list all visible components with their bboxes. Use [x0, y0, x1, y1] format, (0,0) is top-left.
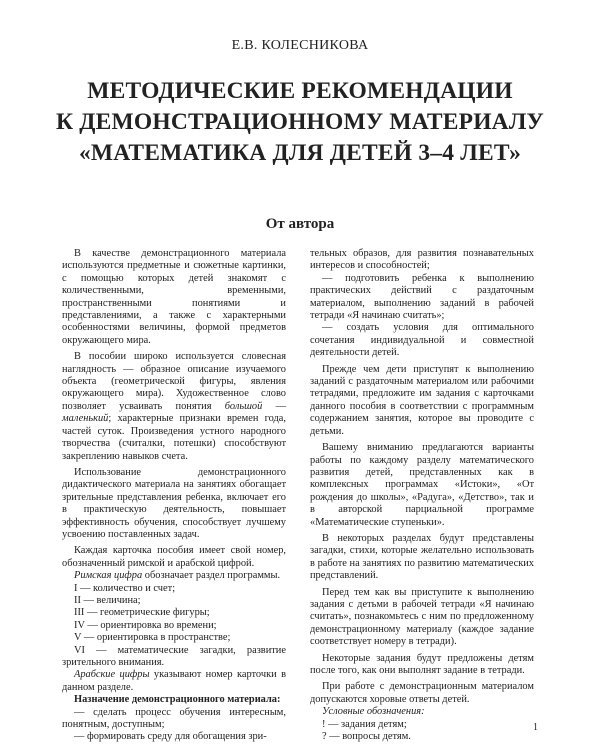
paragraph: Использование демонстрационного дидактического материала на занятиях обогащает зрительные представления ребенка, включает его в практическую деятельность, повышает эффективность обучения, способствует лучшему усвоению поставленных задач. [62, 466, 286, 540]
title-line-2: К ДЕМОНСТРАЦИОННОМУ МАТЕРИАЛУ [55, 109, 545, 135]
legend-item: ! — задания детям; [322, 718, 407, 730]
list-item: VI — математические загадки, развитие зрительного внимания. [62, 644, 286, 668]
right-column [310, 248, 534, 743]
title-line-1: МЕТОДИЧЕСКИЕ РЕКОМЕНДАЦИИ [87, 78, 513, 104]
paragraph: Арабские цифры указывают номер карточки в данном разделе. [62, 669, 286, 693]
paragraph: Некоторые задания будут предложены детям после того, как они выполнят задание в тетради. [310, 652, 534, 676]
paragraph: Перед тем как вы приступите к выполнению задания с детьми в рабочей тетради «Я начинаю считать», познакомьтесь с ним по предложенному демонстрационному материалу (каждое задание соответствует номеру в тетради). [310, 586, 534, 648]
paragraph: В некоторых разделах будут представлены загадки, стихи, которые желательно использовать в работе на занятиях по развитию математических представлений. [310, 532, 534, 582]
list-item: II — величина; [74, 594, 141, 606]
legend-item: ? — вопросы детям. [322, 731, 411, 743]
paragraph: В качестве демонстрационного материала используются предметные и сюжетные картинки, с помощью которых детей знакомят с количественными, временными, пространственными понятиями и представлениями, а также с характерными особенностями величины, формой предметов окружающего мира. [62, 248, 286, 346]
list-item: — сделать процесс обучения интересным, понятным, доступным; [62, 706, 286, 731]
section-title: От автора [265, 216, 335, 232]
list-item: — создать условия для оптимального сочетания индивидуальной и совместной деятельности детей. [310, 322, 534, 359]
list-item: III — геометрические фигуры; [74, 607, 210, 619]
paragraph: Римская цифра обозначает раздел программы. [74, 570, 281, 582]
list-item: — формировать среду для обогащения зри- [74, 731, 267, 743]
document-title [0, 76, 600, 169]
paragraph: В пособии широко используется словесная наглядность — образное описание изучаемого объекта (геометрической фигуры, явления окружающего мира). Художественное слово позволяет усваивать понятия большой — маленький; характерные признаки времен года, частей суток. Произведения устного народного творчества (считалки, потешки) способствуют закреплению навыков счета. [62, 351, 286, 462]
left-column [62, 248, 286, 744]
paragraph: тельных образов, для развития познавательных интересов и способностей; [310, 248, 534, 272]
paragraph: Прежде чем дети приступят к выполнению заданий с раздаточным материалом или рабочими тетрадями, предложите им задания с карточками данного пособия в соответствии с программным содержанием занятия, которое вы проводите с детьми. [310, 363, 534, 437]
page-number: 1 [533, 722, 538, 733]
purpose-heading: Назначение демонстрационного материала: [74, 694, 281, 706]
paragraph: Вашему вниманию предлагаются варианты работы по каждому разделу математического развития детей, представленных как в комплексных программах «Истоки», «От рождения до школы», «Радуга», «Детство», так и в авторской парциальной программе «Математические ступеньки». [310, 442, 534, 528]
title-line-3: «МАТЕМАТИКА ДЛЯ ДЕТЕЙ 3–4 ЛЕТ» [78, 140, 522, 166]
list-item: — подготовить ребенка к выполнению практических действий с раздаточным материалом, выполнению заданий в рабочей тетради «Я начинаю считать»; [310, 272, 534, 322]
list-item: IV — ориентировка во времени; [74, 619, 217, 631]
paragraph: Каждая карточка пособия имеет свой номер, обозначенный римской и арабской цифрой. [62, 545, 286, 569]
legend-heading: Условные обозначения: [322, 706, 425, 718]
paragraph: При работе с демонстрационным материалом допускаются хоровые ответы детей. [310, 681, 534, 705]
author-name: Е.В. КОЛЕСНИКОВА [231, 38, 369, 53]
list-item: I — количество и счет; [74, 582, 176, 594]
list-item: V — ориентировка в пространстве; [74, 632, 231, 644]
